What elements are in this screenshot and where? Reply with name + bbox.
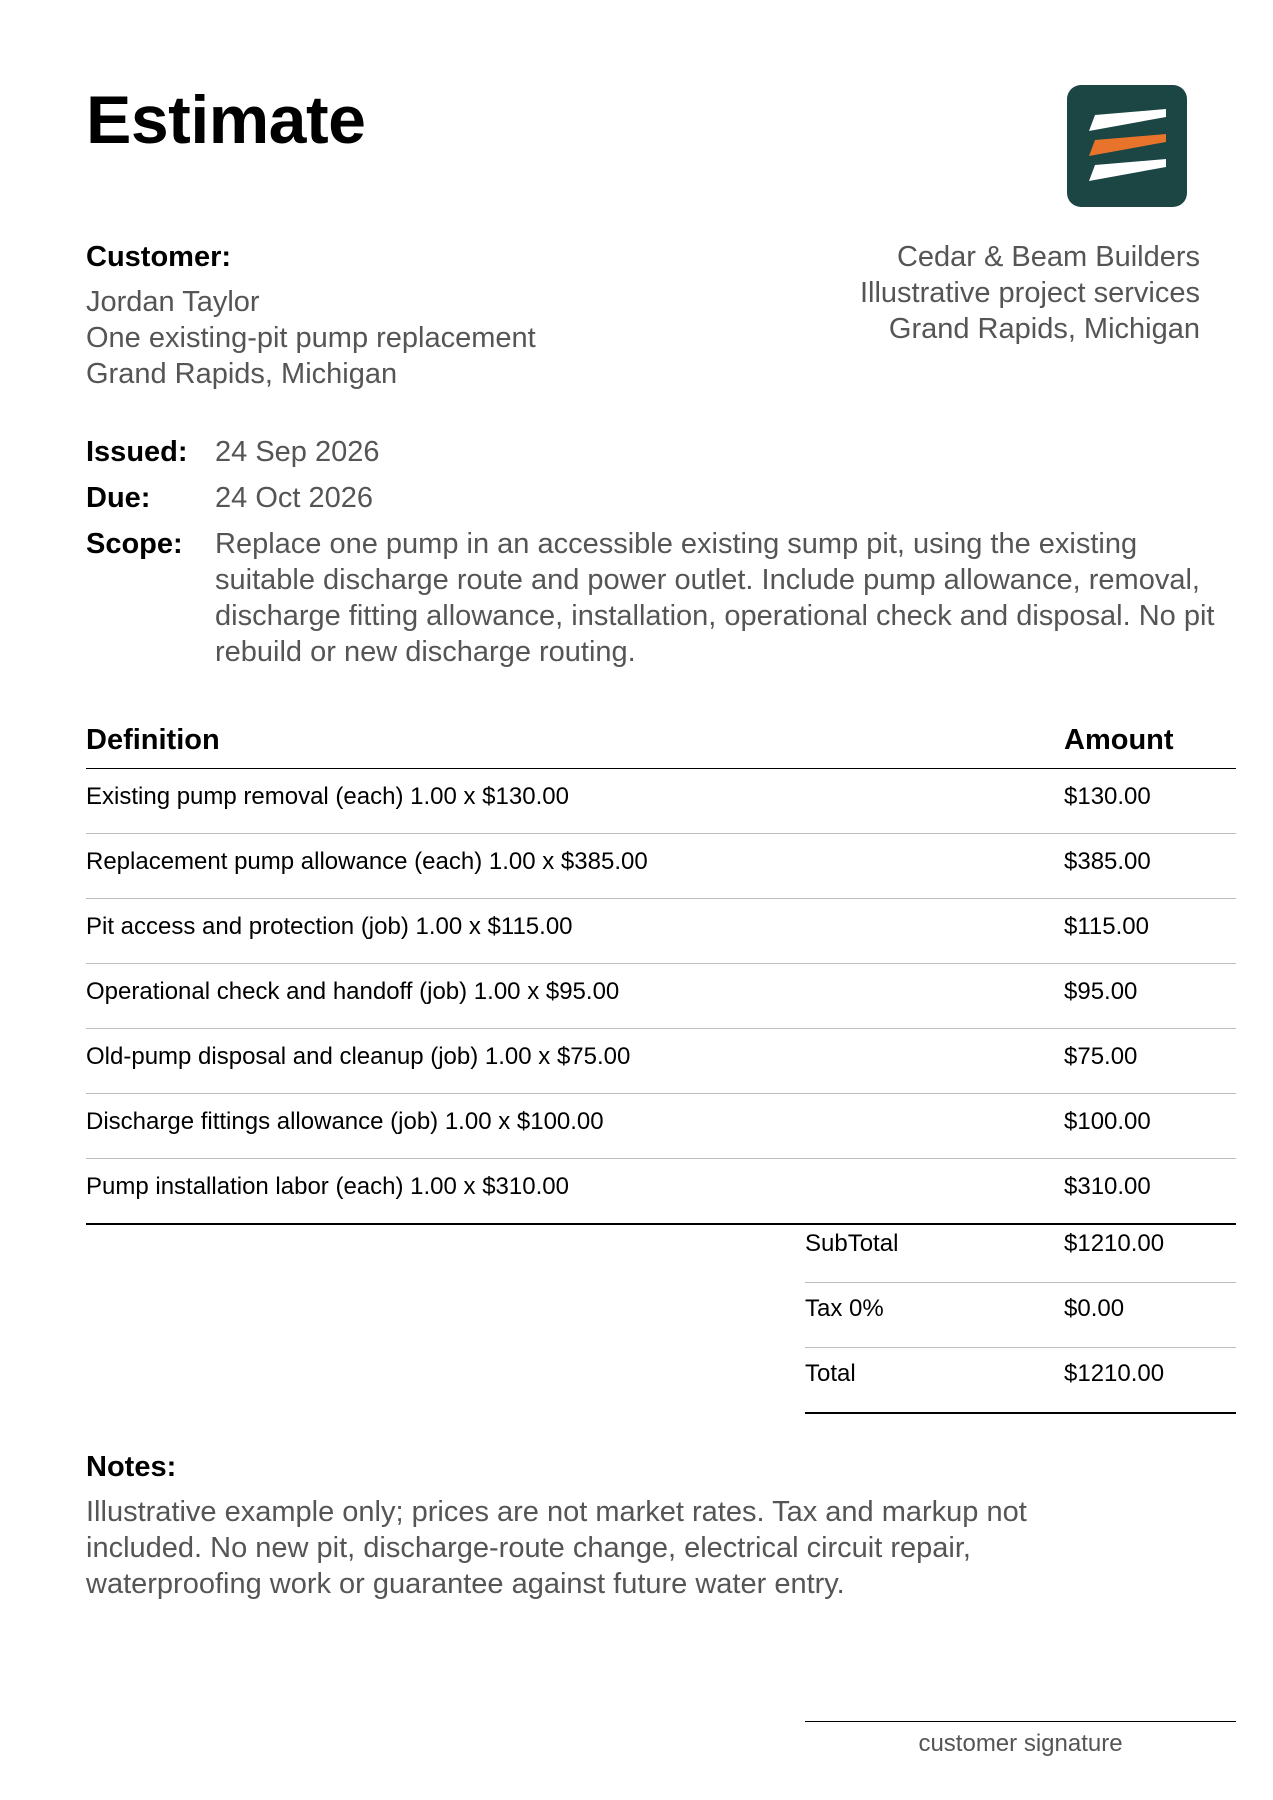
row-description: Old-pump disposal and cleanup (job) 1.00 x $75.00	[86, 1043, 631, 1070]
tax-label: Tax 0%	[805, 1295, 884, 1322]
scope-text: Replace one pump in an accessible existing sump pit, using the existing suitable discharge route and power outlet. Include pump allowance, removal, discharge fitting allowance, installation, operational check and disposal. No pit rebuild or new discharge routing.	[215, 528, 1215, 668]
table-row	[86, 1094, 1236, 1159]
row-amount: $385.00	[1064, 848, 1151, 875]
tax-value: $0.00	[1064, 1295, 1125, 1322]
row-amount: $115.00	[1064, 913, 1149, 940]
subtotal-label: SubTotal	[805, 1230, 899, 1257]
layered-planks-icon	[1067, 85, 1187, 207]
row-description: Pump installation labor (each) 1.00 x $310.00	[86, 1173, 569, 1200]
table-row	[86, 769, 1236, 834]
table-row	[86, 1029, 1236, 1094]
issued-label: Issued:	[86, 436, 188, 468]
company-block	[640, 239, 1200, 347]
row-amount: $95.00	[1064, 978, 1138, 1005]
row-description: Operational check and handoff (job) 1.00 x $95.00	[86, 978, 620, 1005]
row-description: Discharge fittings allowance (job) 1.00 x $100.00	[86, 1108, 604, 1135]
signature-line	[805, 1721, 1236, 1722]
table-header	[86, 720, 1236, 769]
issued-date: 24 Sep 2026	[215, 436, 380, 468]
customer-label: Customer:	[86, 241, 232, 273]
total-label: Total	[805, 1360, 856, 1387]
customer-location: Grand Rapids, Michigan	[86, 358, 398, 390]
table-row	[86, 964, 1236, 1029]
row-description: Replacement pump allowance (each) 1.00 x $385.00	[86, 848, 648, 875]
row-amount: $310.00	[1064, 1173, 1151, 1200]
customer-block	[86, 284, 536, 392]
subtotal-value: $1210.00	[1064, 1230, 1165, 1257]
company-location: Grand Rapids, Michigan	[888, 313, 1200, 345]
table-row	[86, 834, 1236, 899]
signature-label: customer signature	[918, 1730, 1123, 1757]
due-label: Due:	[86, 482, 151, 514]
subtotal-row	[805, 1218, 1236, 1283]
amount-header: Amount	[1064, 724, 1174, 756]
notes-text: Illustrative example only; prices are not market rates. Tax and markup not included. No new pit, discharge-route change, electrical circuit repair, waterproofing work or guarantee against future water entry.	[86, 1496, 1027, 1600]
row-description: Pit access and protection (job) 1.00 x $115.00	[86, 913, 573, 940]
tax-row	[805, 1283, 1236, 1348]
row-amount: $130.00	[1064, 783, 1151, 810]
total-row	[805, 1348, 1236, 1414]
scope-label: Scope:	[86, 528, 183, 560]
total-value: $1210.00	[1064, 1360, 1165, 1387]
row-description: Existing pump removal (each) 1.00 x $130.00	[86, 783, 569, 810]
due-date: 24 Oct 2026	[215, 482, 373, 514]
row-amount: $100.00	[1064, 1108, 1151, 1135]
table-row	[86, 899, 1236, 964]
notes-label: Notes:	[86, 1451, 177, 1483]
company-tagline: Illustrative project services	[859, 277, 1200, 309]
totals-block	[805, 1218, 1236, 1414]
customer-name: Jordan Taylor	[86, 286, 260, 318]
table-row	[86, 1159, 1236, 1225]
estimate-page	[86, 0, 1236, 1800]
company-name: Cedar & Beam Builders	[896, 241, 1200, 273]
company-logo	[1067, 85, 1187, 207]
customer-project: One existing-pit pump replacement	[86, 322, 536, 354]
line-items-table	[86, 720, 1236, 1225]
definition-header: Definition	[86, 724, 220, 756]
page-title: Estimate	[86, 82, 366, 158]
row-amount: $75.00	[1064, 1043, 1138, 1070]
